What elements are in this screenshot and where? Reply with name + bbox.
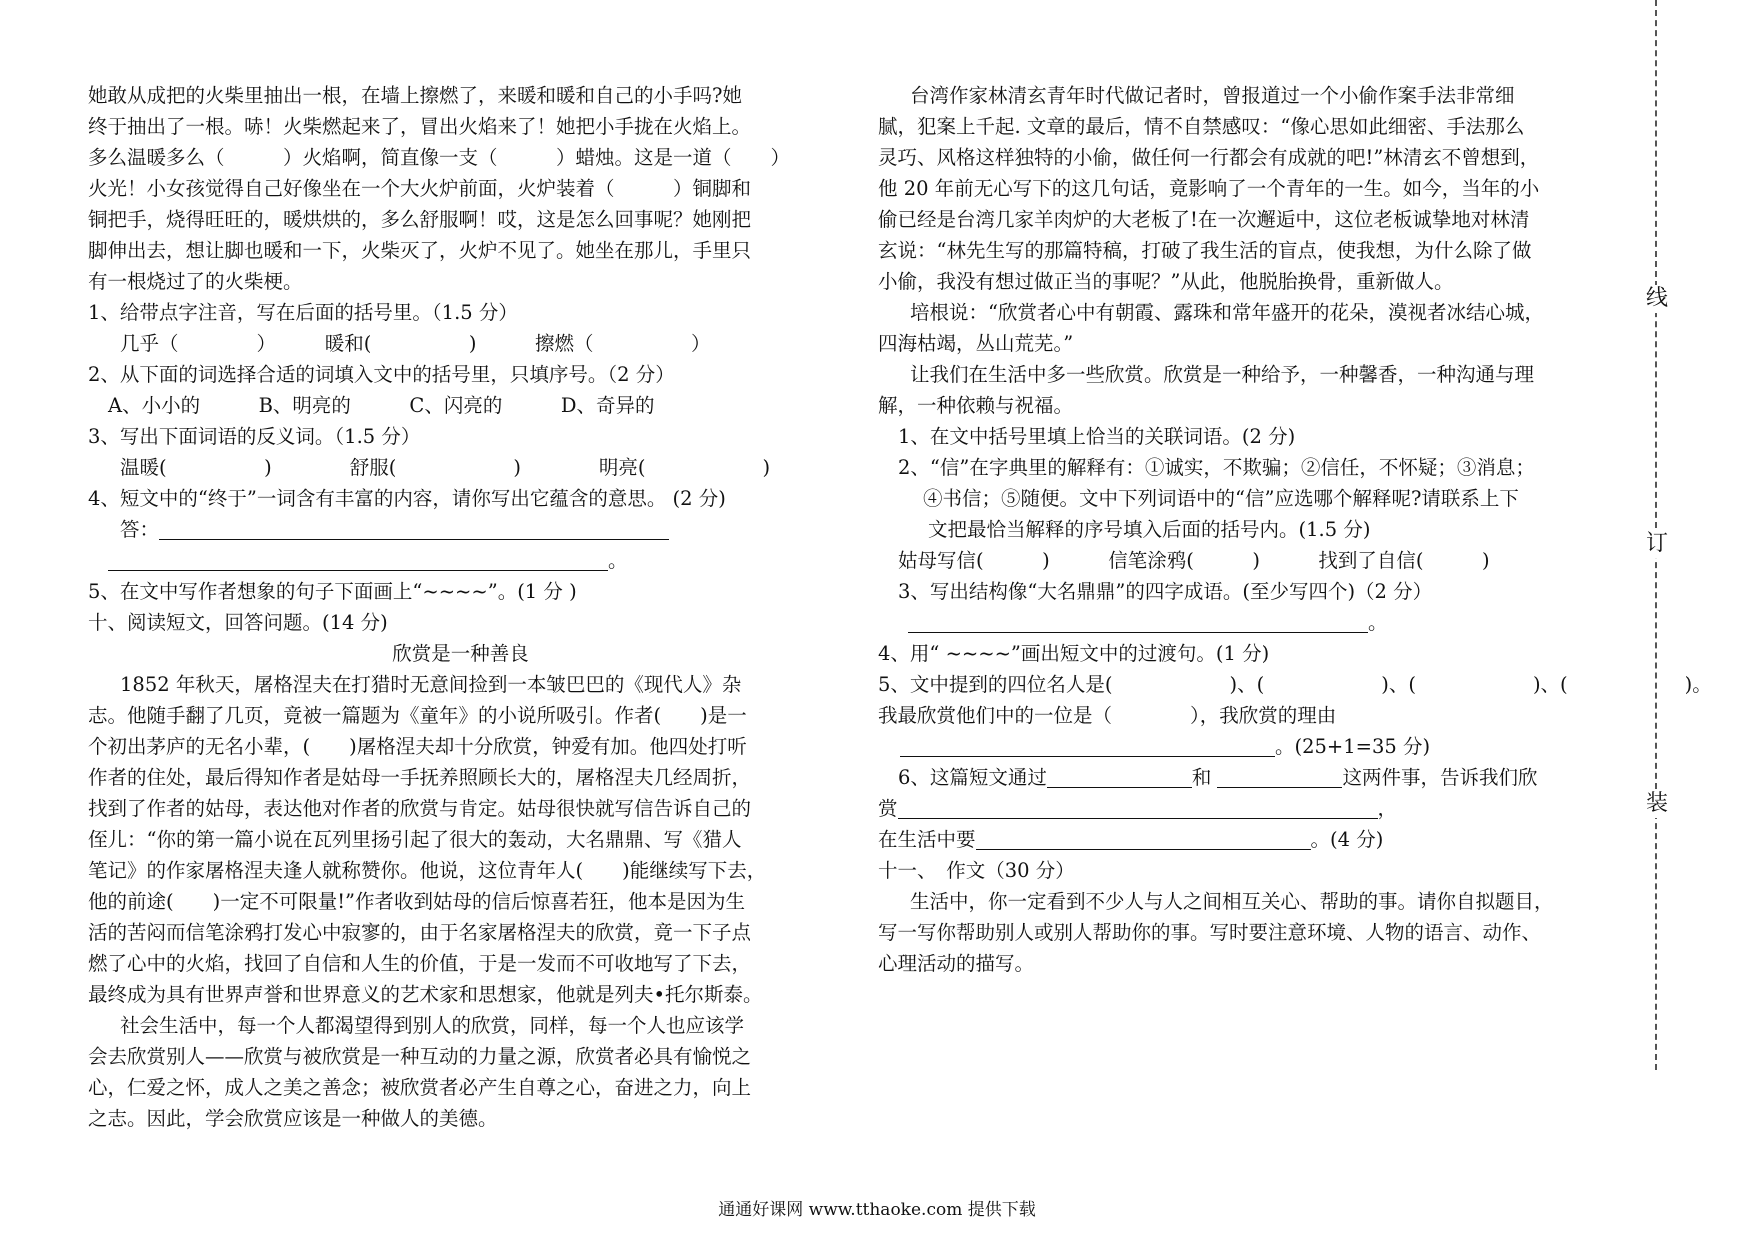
passage-line: 作者的住处，最后得知作者是姑母一手抚养照顾长大的，屠格涅夫几经周折， [88, 766, 752, 789]
question-5: 5、在文中写作者想象的句子下面画上“~~~~”。(1 分 ) [88, 580, 577, 603]
answer-blank[interactable] [159, 515, 669, 540]
passage-line: 有一根烧过了的火柴梗。 [88, 270, 303, 293]
binding-char-zhuang: 装 [1643, 790, 1671, 818]
passage-line: 火光！小女孩觉得自己好像坐在一个大火炉前面，火炉装着（ ）铜脚和 [88, 177, 752, 200]
question-6-line3 [878, 824, 1626, 855]
footer-credit: 通通好课网 www.tthaoke.com 提供下载 [718, 1200, 1036, 1220]
passage-line: 他的前途( )一定不可限量!”作者收到姑母的信后惊喜若狂，他本是因为生 [88, 890, 746, 913]
passage-line: 之志。因此，学会欣赏应该是一种做人的美德。 [88, 1107, 498, 1130]
passage-line: 1852 年秋天，屠格涅夫在打猎时无意间捡到一本皱巴巴的《现代人》杂 [120, 673, 742, 696]
answer-blank[interactable] [900, 732, 1275, 757]
question-5-line3 [878, 731, 1626, 762]
passage-line: 志。他随手翻了几页，竟被一篇题为《童年》的小说所吸引。作者( )是一 [88, 704, 747, 727]
passage-line: 他 20 年前无心写下的这几句话，竟影响了一个青年的一生。如今，当年的小 [878, 177, 1540, 200]
question-4: 4、用“ ~~~~”画出短文中的过渡句。(1 分) [878, 642, 1270, 665]
answer-blank[interactable] [976, 825, 1311, 850]
right-column [878, 80, 1712, 979]
passage-line: 最终成为具有世界声誉和世界意义的艺术家和思想家，他就是列夫•托尔斯泰。 [88, 983, 763, 1006]
question-2-line: 文把最恰当解释的序号填入后面的括号内。(1.5 分) [928, 518, 1371, 541]
question-1: 1、给带点字注音，写在后面的括号里。（1.5 分） [88, 301, 518, 324]
question-6-line3-pre: 在生活中要 [878, 828, 976, 851]
passage-line: 她敢从成把的火柴里抽出一根，在墙上擦燃了，来暖和暖和自己的小手吗?她 [88, 84, 742, 107]
period: 。 [1368, 611, 1388, 634]
passage-line: 让我们在生活中多一些欣赏。欣赏是一种给予，一种馨香，一种沟通与理 [910, 363, 1535, 386]
passage-line: 玄说：“林先生写的那篇特稿，打破了我生活的盲点，使我想，为什么除了做 [878, 239, 1532, 262]
question-6-line2 [878, 793, 1626, 824]
answer-blank[interactable] [898, 794, 1378, 819]
question-6-line2-pre: 赏 [878, 797, 898, 820]
passage-line: 腻，犯案上千起. 文章的最后，情不自禁感叹：“像心思如此细密、手法那么 [878, 115, 1525, 138]
question-1: 1、在文中括号里填上恰当的关联词语。(2 分) [898, 425, 1296, 448]
section-10-heading: 十、阅读短文，回答问题。(14 分) [88, 611, 388, 634]
question-2: 2、“信”在字典里的解释有：①诚实，不欺骗；②信任，不怀疑；③消息； [898, 456, 1535, 479]
answer-label: 答： [120, 518, 160, 541]
answer-blank[interactable] [108, 546, 608, 571]
question-4-answer-line2 [88, 545, 833, 576]
passage-line: 偷已经是台湾几家羊肉炉的大老板了!在一次邂逅中，这位老板诚挚地对林清 [878, 208, 1530, 231]
passage-line: 终于抽出了一根。哧！火柴燃起来了，冒出火焰来了！她把小手拢在火焰上。 [88, 115, 752, 138]
passage-line: 会去欣赏别人——欣赏与被欣赏是一种互动的力量之源，欣赏者必具有愉悦之 [88, 1045, 752, 1068]
passage-line: 台湾作家林清玄青年时代做记者时，曾报道过一个小偷作案手法非常细 [910, 84, 1515, 107]
question-2: 2、从下面的词选择合适的词填入文中的括号里，只填序号。（2 分） [88, 363, 675, 386]
question-3: 3、写出结构像“大名鼎鼎”的四字成语。(至少写四个)（2 分） [898, 580, 1433, 603]
question-6-post: 这两件事，告诉我们欣 [1342, 766, 1538, 789]
question-3-answer [878, 607, 1626, 638]
left-column [88, 80, 833, 1134]
question-1-items: 几乎（ ） 暖和( ) 擦燃（ ） [120, 332, 711, 355]
passage-line: 铜把手，烧得旺旺的，暖烘烘的，多么舒服啊！哎，这是怎么回事呢？她刚把 [88, 208, 752, 231]
section-11-heading: 十一、 作文（30 分） [878, 859, 1075, 882]
passage-title: 欣赏是一种善良 [392, 642, 529, 665]
question-2-line: ④书信；⑤随便。文中下列词语中的“信”应选哪个解释呢?请联系上下 [923, 487, 1519, 510]
question-6-score: 。(4 分) [1310, 828, 1384, 851]
question-5-line2: 我最欣赏他们中的一位是（ ），我欣赏的理由 [878, 704, 1337, 727]
question-2-options: A、小小的 B、明亮的 C、闪亮的 D、奇异的 [108, 394, 655, 417]
comma: ， [1377, 797, 1398, 820]
passage-line: 小偷，我没有想过做正当的事呢？”从此，他脱胎换骨，重新做人。 [878, 270, 1454, 293]
answer-blank[interactable] [1047, 763, 1192, 788]
binding-char-xian: 线 [1643, 285, 1671, 313]
essay-prompt-line: 写一写你帮助别人或别人帮助你的事。写时要注意环境、人物的语言、动作、 [878, 921, 1542, 944]
question-5-score: 。(25+1=35 分) [1275, 735, 1431, 758]
essay-prompt-line: 生活中，你一定看到不少人与人之间相互关心、帮助的事。请你自拟题目， [910, 890, 1554, 913]
question-4-answer [88, 514, 833, 545]
passage-line: 脚伸出去，想让脚也暖和一下，火柴灭了，火炉不见了。她坐在那儿，手里只 [88, 239, 752, 262]
question-3-items: 温暖( ) 舒服( ) 明亮( ) [120, 456, 771, 479]
passage-line: 四海枯竭，丛山荒芜。” [878, 332, 1074, 355]
answer-blank[interactable] [1217, 763, 1342, 788]
period: 。 [608, 549, 628, 572]
passage-line: 笔记》的作家屠格涅夫逢人就称赞你。他说，这位青年人( )能继续写下去， [88, 859, 767, 882]
question-4: 4、短文中的“终于”一词含有丰富的内容，请你写出它蕴含的意思。 (2 分) [88, 487, 726, 510]
passage-line: 解，一种依赖与祝福。 [878, 394, 1074, 417]
passage-line: 社会生活中，每一个人都渴望得到别人的欣赏，同样，每一个人也应该学 [120, 1014, 745, 1037]
passage-line: 心，仁爱之怀，成人之美之善念；被欣赏者必产生自尊之心，奋进之力，向上 [88, 1076, 752, 1099]
passage-line: 个初出茅庐的无名小辈，( )屠格涅夫却十分欣赏，钟爱有加。他四处打听 [88, 735, 747, 758]
binding-char-ding: 订 [1643, 530, 1671, 558]
question-2-items: 姑母写信( ) 信笔涂鸦( ) 找到了自信( ) [898, 549, 1490, 572]
question-5: 5、文中提到的四位名人是( )、( )、( )、( )。 [878, 673, 1712, 696]
answer-blank[interactable] [908, 608, 1368, 633]
question-6 [878, 762, 1626, 793]
passage-line: 找到了作者的姑母，表达他对作者的欣赏与肯定。姑母很快就写信告诉自己的 [88, 797, 752, 820]
question-6-mid: 和 [1191, 766, 1212, 789]
question-3: 3、写出下面词语的反义词。（1.5 分） [88, 425, 421, 448]
passage-line: 灵巧、风格这样独特的小偷，做任何一行都会有成就的吧!”林清玄不曾想到， [878, 146, 1540, 169]
passage-line: 培根说：“欣赏者心中有朝霞、露珠和常年盛开的花朵，漠视者冰结心城， [910, 301, 1544, 324]
question-6-pre: 6、这篇短文通过 [898, 766, 1047, 789]
passage-line: 燃了心中的火焰，找回了自信和人生的价值，于是一发而不可收地写了下去， [88, 952, 752, 975]
passage-line: 活的苦闷而信笔涂鸦打发心中寂寥的，由于名家屠格涅夫的欣赏，竟一下子点 [88, 921, 752, 944]
passage-line: 侄儿：“你的第一篇小说在瓦列里扬引起了很大的轰动，大名鼎鼎、写《猎人 [88, 828, 742, 851]
essay-prompt-line: 心理活动的描写。 [878, 952, 1035, 975]
passage-line: 多么温暖多么（ ）火焰啊，简直像一支（ ）蜡烛。这是一道（ ） [88, 146, 791, 169]
